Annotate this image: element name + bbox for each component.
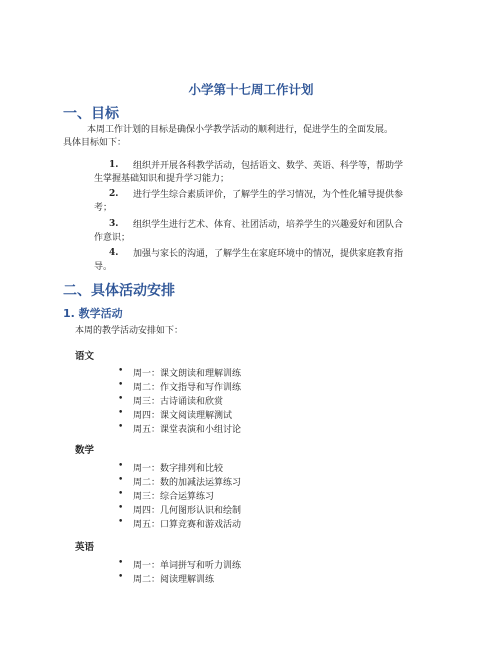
bullet-marker: • [118,380,124,390]
schedule-item: 周五：课堂表演和小组讨论 [133,425,242,435]
bullet-marker: • [118,558,124,568]
schedule-item: 周四：几何图形认识和绘制 [133,506,242,516]
goal-text-line2: 考； [94,203,113,213]
schedule-item: 周二：数的加减法运算练习 [133,478,242,488]
bullet-marker: • [118,475,124,485]
goal-text-line2: 生掌握基础知识和提升学习能力； [94,174,230,184]
section-heading-goals: 一、目标 [63,106,119,122]
goals-intro-line1: 本周工作计划的目标是确保小学教学活动的顺利进行，促进学生的全面发展。 [87,125,394,135]
schedule-item: 周二：作文指导和写作训练 [133,383,242,393]
schedule-item: 周四：课文阅读理解测试 [133,411,233,421]
subject-heading-math: 数学 [75,445,95,456]
goal-text-line1: 组织学生进行艺术、体育、社团活动，培养学生的兴趣爱好和团队合 [133,220,404,230]
schedule-item: 周三：综合运算练习 [133,492,215,502]
goal-number: 4. [109,248,119,258]
section-heading-activities: 二、具体活动安排 [63,283,175,299]
goal-text-line2: 导。 [94,262,113,272]
document-title: 小学第十七周工作计划 [188,82,314,97]
schedule-item: 周一：课文朗读和理解训练 [133,369,242,379]
bullet-marker: • [118,517,124,527]
goal-number: 1. [109,160,119,170]
goal-text-line1: 进行学生综合素质评价，了解学生的学习情况，为个性化辅导提供参 [133,190,404,200]
bullet-marker: • [118,366,124,376]
goal-number: 3. [109,219,119,229]
activities-intro: 本周的教学活动安排如下： [75,326,184,336]
goals-intro-line2: 具体目标如下： [63,138,127,148]
bullet-marker: • [118,489,124,499]
schedule-item: 周一：数字排列和比较 [133,464,224,474]
bullet-marker: • [118,408,124,418]
goal-text-line1: 组织并开展各科教学活动，包括语文、数学、英语、科学等，帮助学 [133,161,404,171]
subject-heading-chinese: 语文 [75,351,95,362]
bullet-marker: • [118,572,124,582]
subject-heading-english: 英语 [75,542,95,553]
bullet-marker: • [118,394,124,404]
subsection-heading-teaching: 1. 教学活动 [63,307,123,320]
bullet-marker: • [118,422,124,432]
schedule-item: 周三：古诗诵读和欣赏 [133,397,224,407]
schedule-item: 周五：口算竞赛和游戏活动 [133,520,242,530]
goal-text-line1: 加强与家长的沟通，了解学生在家庭环境中的情况，提供家庭教育指 [133,249,404,259]
schedule-item: 周二：阅读理解训练 [133,575,215,585]
bullet-marker: • [118,503,124,513]
goal-text-line2: 作意识； [94,233,131,243]
goal-number: 2. [109,189,119,199]
schedule-item: 周一：单词拼写和听力训练 [133,561,242,571]
bullet-marker: • [118,461,124,471]
